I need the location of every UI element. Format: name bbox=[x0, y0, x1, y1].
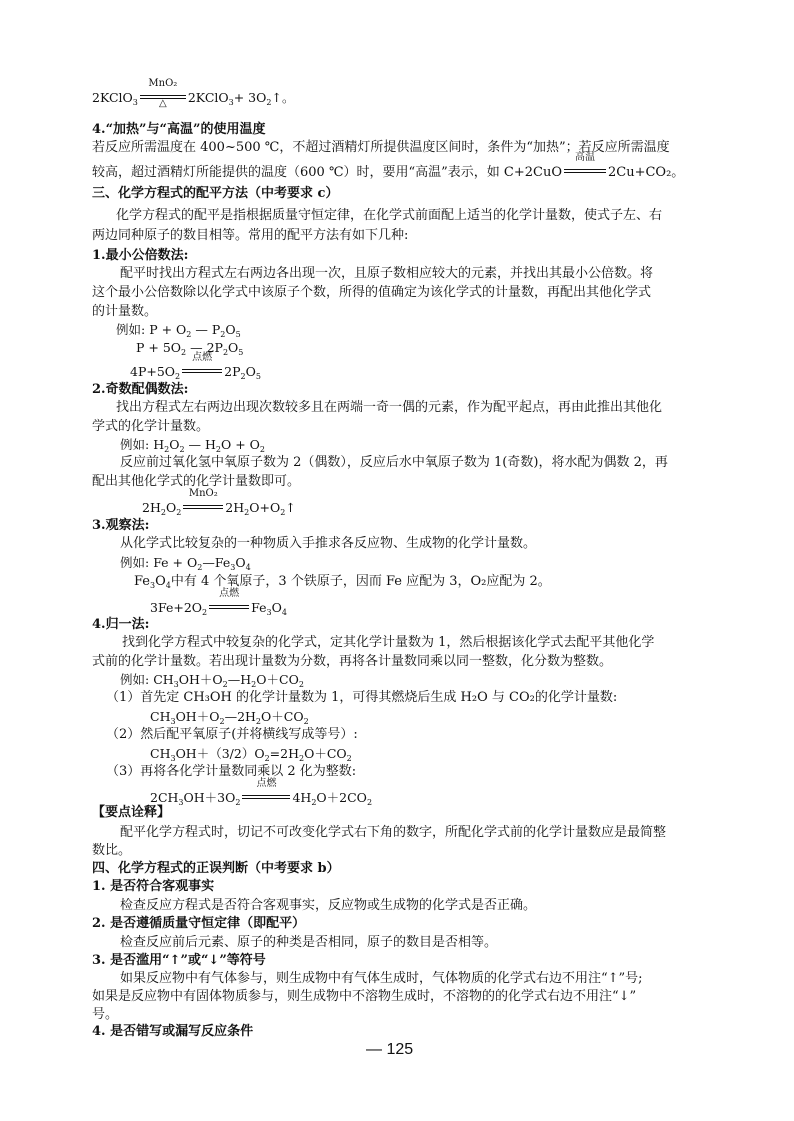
example-equation: 例如: $CH_3OH+O_2—H_2O+CO_2$ bbox=[120, 672, 304, 689]
condition-label: 高温 bbox=[575, 152, 595, 163]
key-points-heading: 【要点诠释】 bbox=[92, 805, 171, 820]
heat-symbol: △ bbox=[159, 98, 167, 109]
paragraph-line: $Fe_3O_4$中有 4 个氧原子，3 个铁原子，因而 Fe 应配为 3，O₂应配为 2。 bbox=[134, 574, 551, 590]
paragraph-line: 学式的化学计量数。 bbox=[92, 419, 210, 434]
example-equation: $2H_2O_2$ MnO₂ $2H_2O+O_2↑$ bbox=[142, 488, 296, 517]
example-equation: $4P+5O_2$ 点燃 $2P_2O_5$ bbox=[130, 352, 261, 381]
paragraph-line: 找出方程式左右两边出现次数较多且在两端一奇一偶的元素，作为配平起点，再由此推出其他化 bbox=[116, 400, 663, 415]
paragraph-line: 检查反应前后元素、原子的种类是否相同，原子的数目是否相等。 bbox=[120, 935, 498, 950]
method-3-heading: 3.观察法: bbox=[92, 518, 150, 533]
paragraph-line: 配平化学方程式时，切记不可改变化学式右下角的数字，所配化学式前的化学计量数应是最简整 bbox=[120, 825, 667, 840]
reaction-arrow bbox=[140, 78, 186, 109]
example-equation: $CH_3OH+O_2—2H_2O+CO_2$ bbox=[150, 709, 309, 726]
example-equation: 例如: $H_2O_2$ — $H_2O + O_2$ bbox=[120, 437, 265, 454]
item-heading: 1. 是否符合客观事实 bbox=[92, 879, 215, 894]
example-equation: 例如: $Fe + O_2—Fe_3O_4$ bbox=[120, 555, 251, 572]
paragraph-line: 两边同种原子的数目相等。常用的配平方法有如下几种: bbox=[92, 228, 409, 243]
page-number: — 125 bbox=[366, 1041, 414, 1058]
paragraph-line: 找到化学方程式中较复杂的化学式，定其化学计量数为 1，然后根据该化学式去配平其他化学 bbox=[122, 635, 655, 650]
paragraph-line: 从化学式比较复杂的一种物质入手推求各反应物、生成物的化学计量数。 bbox=[120, 536, 537, 551]
example-equation: 例如: $P + O_2$ — $P_2O_5$ bbox=[116, 322, 241, 339]
paragraph-line: 数比。 bbox=[92, 843, 132, 858]
catalyst-label: MnO₂ bbox=[148, 78, 178, 89]
reaction-arrow: 点燃 bbox=[209, 598, 249, 612]
paragraph-line: 这个最小公倍数除以化学式中该原子个数，所得的值确定为该化学式的计量数，再配出其他化学式 bbox=[92, 285, 652, 300]
step-text: （2）然后配平氧原子(并将横线写成等号）: bbox=[106, 727, 358, 742]
section-4-main-heading: 四、化学方程式的正误判断（中考要求 b） bbox=[92, 861, 340, 876]
paragraph-line: 式前的化学计量数。若出现计量数为分数，再将各计量数同乘以同一整数，化分数为整数。 bbox=[92, 654, 613, 669]
paragraph-line: 配平时找出方程式左右两边各出现一次，且原子数相应较大的元素，并找出其最小公倍数。将 bbox=[120, 266, 654, 281]
item-heading: 3. 是否滥用“↑”或“↓”等符号 bbox=[92, 953, 266, 968]
step-text: （1）首先定 CH₃OH 的化学计量数为 1，可得其燃烧后生成 H₂O 与 CO₂的化学计量数: bbox=[106, 690, 618, 705]
step-text: （3）再将各化学计量数同乘以 2 化为整数: bbox=[106, 764, 357, 779]
paragraph-line: 如果反应物中有气体参与，则生成物中有气体生成时，气体物质的化学式右边不用注“↑”号; bbox=[120, 971, 643, 986]
paragraph-line: 配出其他化学式的化学计量数即可。 bbox=[92, 474, 301, 489]
example-equation: $CH_3OH+(3/2)O_2=2H_2O+CO_2$ bbox=[150, 746, 352, 763]
section-3-heading: 三、化学方程式的配平方法（中考要求 c） bbox=[92, 186, 339, 201]
paragraph-line: 的计量数。 bbox=[92, 304, 158, 319]
paragraph-line: 若反应所需温度在 400~500 ℃，不超过酒精灯所提供温度区间时，条件为“加热”；若反应所需温度 bbox=[92, 140, 670, 155]
paragraph-line: 较高，超过酒精灯所能提供的温度（600 ℃）时，要用“高温”表示，如 C+2CuO 高温 2Cu+CO₂。 bbox=[92, 152, 685, 180]
paragraph-line: 号。 bbox=[92, 1007, 119, 1022]
equation-kclo3: 2KClO$_3$ MnO₂ △ 2KClO$_3$+ $3O_2↑$。 bbox=[92, 78, 295, 109]
paragraph-line: 如果是反应物中有固体物质参与，则生成物中不溶物生成时，不溶物的的化学式右边不用注“↓” bbox=[92, 989, 637, 1004]
reaction-arrow: 点燃 bbox=[242, 788, 290, 802]
method-4-heading: 4.归一法: bbox=[92, 617, 150, 632]
paragraph-line: 反应前过氧化氢中氧原子数为 2（偶数），反应后水中氧原子数为 1(奇数)，将水配为偶数 2，再 bbox=[120, 455, 668, 470]
reaction-arrow: MnO₂ bbox=[183, 498, 223, 512]
section-4-heading: 4.“加热”与“高温”的使用温度 bbox=[92, 122, 266, 137]
item-heading: 2. 是否遵循质量守恒定律（即配平） bbox=[92, 916, 306, 931]
paragraph-line: 检查反应方程式是否符合客观事实，反应物或生成物的化学式是否正确。 bbox=[120, 898, 537, 913]
example-equation: $P + 5O_2$ — $2P_2O_5$ bbox=[136, 340, 244, 357]
method-2-heading: 2.奇数配偶数法: bbox=[92, 382, 189, 397]
reaction-arrow: 点燃 bbox=[182, 362, 222, 376]
paragraph-line: 化学方程式的配平是指根据质量守恒定律，在化学式前面配上适当的化学计量数，使式子左、右 bbox=[116, 208, 663, 223]
reaction-arrow bbox=[564, 152, 606, 176]
method-1-heading: 1.最小公倍数法: bbox=[92, 248, 189, 263]
example-equation: $3Fe+2O_2$ 点燃 $Fe_3O_4$ bbox=[150, 588, 287, 617]
example-equation: $2CH_3OH+3O_2$ 点燃 $4H_2O+2CO_2$ bbox=[150, 778, 373, 807]
item-heading: 4. 是否错写或漏写反应条件 bbox=[92, 1024, 254, 1039]
